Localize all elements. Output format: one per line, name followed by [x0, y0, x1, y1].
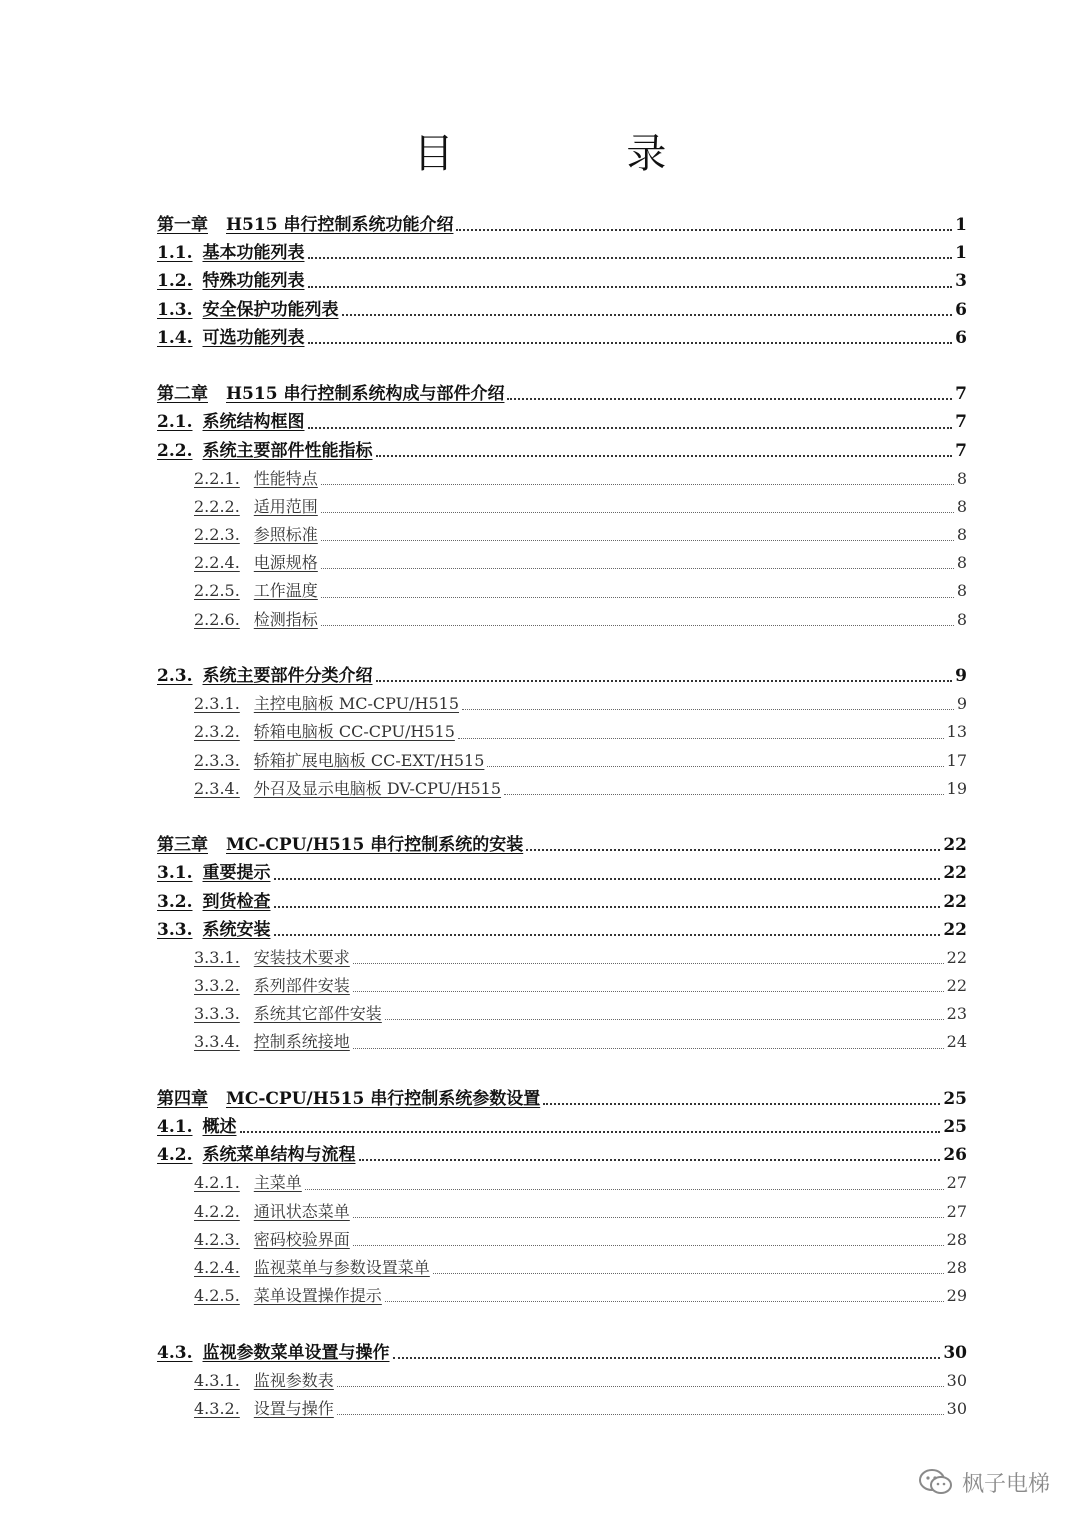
- toc-entry-page-number: 7: [955, 412, 967, 433]
- toc-entry-title: 菜单设置操作提示: [253, 1286, 382, 1306]
- toc-entry-page-number: 24: [946, 1032, 967, 1052]
- toc-entry-number: 2.2.5.: [194, 581, 240, 601]
- toc-entry-page-number: 30: [946, 1370, 967, 1390]
- toc-entry-title: 系统安装: [202, 919, 271, 940]
- toc-entry-number: 1.3.: [157, 299, 193, 320]
- toc-entry-link[interactable]: [194, 718, 455, 746]
- toc-entry-link[interactable]: [157, 239, 305, 267]
- toc-entry-title: 系统主要部件分类介绍: [202, 666, 373, 686]
- toc-entry-number: 4.2.2.: [194, 1201, 240, 1221]
- toc-entry-page-number: 19: [946, 778, 967, 798]
- toc-entry[interactable]: [157, 549, 967, 577]
- dot-leader: [337, 1413, 944, 1415]
- toc-entry[interactable]: [157, 944, 967, 972]
- toc-entry-link[interactable]: [194, 1000, 382, 1028]
- dot-leader: [321, 539, 954, 541]
- toc-entry[interactable]: [157, 1085, 967, 1113]
- dot-leader: [353, 990, 944, 992]
- dot-leader: [240, 1130, 941, 1133]
- toc-entry-title: MC-CPU/H515 串行控制系统参数设置: [226, 1088, 541, 1109]
- toc-entry-title: 安全保护功能列表: [202, 299, 339, 320]
- dot-leader: [504, 793, 944, 795]
- toc-entry-page-number: 22: [946, 976, 967, 996]
- toc-entry[interactable]: [157, 1395, 967, 1423]
- toc-entry-number: 2.3.2.: [194, 722, 240, 742]
- dot-leader: [393, 1356, 941, 1359]
- toc-entry-title: H515 串行控制系统构成与部件介绍: [226, 384, 505, 405]
- page-title: 目 录: [413, 131, 747, 177]
- toc-entry-link[interactable]: [157, 408, 305, 436]
- toc-entry-page-number: 30: [943, 1342, 967, 1363]
- toc-entry[interactable]: [157, 521, 967, 549]
- toc-entry-title: 设置与操作: [253, 1398, 334, 1418]
- toc-entry-link[interactable]: [157, 380, 504, 408]
- toc-entry-title: 概述: [202, 1117, 237, 1137]
- toc-entry-title: 监视菜单与参数设置菜单: [253, 1257, 430, 1277]
- toc-entry-link[interactable]: [157, 1113, 237, 1141]
- toc-entry-number: 2.2.3.: [194, 525, 240, 545]
- toc-entry-link[interactable]: [157, 1339, 390, 1367]
- toc-entry-number: 2.2.2.: [194, 496, 240, 516]
- toc-entry-title: 参照标准: [253, 525, 318, 545]
- toc-entry-title: 检测指标: [253, 609, 318, 629]
- toc-entry-number: 3.2.: [157, 891, 193, 912]
- toc-entry-page-number: 22: [943, 863, 967, 884]
- toc-entry-link[interactable]: [194, 972, 350, 1000]
- toc-entry-title: 监视参数表: [253, 1370, 334, 1390]
- toc-entry[interactable]: [157, 1367, 967, 1395]
- dot-leader: [321, 511, 954, 513]
- dot-leader: [376, 679, 953, 682]
- toc-entry-number: 4.3.2.: [194, 1398, 240, 1418]
- dot-leader: [308, 256, 953, 259]
- table-of-contents: [157, 211, 967, 1423]
- toc-entry[interactable]: [157, 1028, 967, 1056]
- toc-entry[interactable]: [157, 267, 967, 295]
- toc-entry-page-number: 17: [946, 750, 967, 770]
- toc-entry-number: 2.3.3.: [194, 750, 240, 770]
- dot-leader: [308, 426, 953, 429]
- toc-entry-page-number: 22: [946, 947, 967, 967]
- dot-leader: [308, 341, 953, 344]
- toc-entry[interactable]: [157, 1254, 967, 1282]
- toc-entry-link[interactable]: [157, 662, 373, 690]
- toc-entry-number: 2.3.4.: [194, 778, 240, 798]
- toc-entry-link[interactable]: [157, 916, 271, 944]
- toc-entry-number: 2.3.1.: [194, 694, 240, 714]
- toc-entry-title: 可选功能列表: [202, 327, 305, 348]
- toc-entry-title: 密码校验界面: [253, 1229, 350, 1249]
- toc-entry-number: 第一章: [157, 215, 208, 235]
- toc-entry-page-number: 28: [946, 1257, 967, 1277]
- toc-entry-page-number: 8: [956, 525, 967, 545]
- toc-entry-page-number: 6: [955, 327, 967, 348]
- toc-entry-page-number: 23: [946, 1004, 967, 1024]
- toc-entry-title: H515 串行控制系统功能介绍: [226, 215, 454, 235]
- toc-entry-title: 基本功能列表: [202, 243, 305, 264]
- toc-entry-number: 2.1.: [157, 412, 193, 433]
- toc-entry-title: 重要提示: [202, 863, 271, 884]
- toc-entry-title: 轿箱扩展电脑板 CC-EXT/H515: [253, 750, 485, 770]
- toc-entry[interactable]: [157, 690, 967, 718]
- toc-entry-link[interactable]: [194, 690, 459, 718]
- toc-entry-link[interactable]: [194, 1367, 334, 1395]
- toc-entry[interactable]: [157, 916, 967, 944]
- toc-entry-number: 3.1.: [157, 863, 193, 884]
- toc-entry-page-number: 7: [955, 440, 967, 461]
- dot-leader: [321, 483, 954, 485]
- dot-leader: [433, 1272, 944, 1274]
- toc-entry-number: 2.3.: [157, 666, 193, 686]
- toc-entry-number: 3.3.2.: [194, 976, 240, 996]
- toc-entry-number: 4.2.1.: [194, 1173, 240, 1193]
- toc-entry-link[interactable]: [157, 859, 271, 887]
- toc-entry[interactable]: [157, 324, 967, 352]
- toc-entry-link[interactable]: [157, 267, 305, 295]
- toc-entry-title: 控制系统接地: [253, 1032, 350, 1052]
- toc-entry-number: 3.3.1.: [194, 947, 240, 967]
- dot-leader: [487, 765, 943, 767]
- dot-leader: [321, 596, 954, 598]
- toc-entry-link[interactable]: [194, 577, 318, 605]
- toc-entry-page-number: 29: [946, 1286, 967, 1306]
- dot-leader: [342, 313, 953, 316]
- toc-entry[interactable]: [157, 1282, 967, 1310]
- toc-entry-page-number: 27: [946, 1173, 967, 1193]
- watermark-text: 枫子电梯: [961, 1471, 1050, 1497]
- toc-entry-link[interactable]: [194, 1254, 430, 1282]
- toc-entry-page-number: 28: [946, 1229, 967, 1249]
- toc-entry[interactable]: [157, 831, 967, 859]
- wechat-icon: [918, 1468, 954, 1496]
- toc-entry-number: 4.2.4.: [194, 1257, 240, 1277]
- toc-entry-number: 3.3.4.: [194, 1032, 240, 1052]
- toc-entry[interactable]: [157, 606, 967, 634]
- toc-entry-title: 系统其它部件安装: [253, 1004, 382, 1024]
- toc-entry-title: 工作温度: [253, 581, 318, 601]
- toc-entry-page-number: 25: [943, 1117, 967, 1137]
- toc-entry-page-number: 22: [943, 919, 967, 940]
- toc-entry-link[interactable]: [194, 549, 318, 577]
- toc-entry-link[interactable]: [194, 521, 318, 549]
- toc-entry-number: 4.2.5.: [194, 1286, 240, 1306]
- toc-entry[interactable]: [157, 380, 967, 408]
- toc-entry-page-number: 22: [943, 835, 967, 856]
- toc-entry-number: 4.3.: [157, 1342, 193, 1363]
- toc-entry[interactable]: [157, 1000, 967, 1028]
- toc-entry-number: 2.2.: [157, 440, 193, 461]
- dot-leader: [458, 737, 944, 739]
- toc-entry-title: MC-CPU/H515 串行控制系统的安装: [226, 835, 524, 856]
- toc-entry-number: 2.2.6.: [194, 609, 240, 629]
- toc-entry-number: 2.2.4.: [194, 553, 240, 573]
- toc-entry[interactable]: [157, 747, 967, 775]
- toc-entry-link[interactable]: [194, 1282, 382, 1310]
- toc-entry-page-number: 27: [946, 1201, 967, 1221]
- dot-leader: [321, 624, 954, 626]
- toc-entry-link[interactable]: [157, 211, 453, 239]
- dot-leader: [353, 962, 944, 964]
- toc-entry-number: 4.1.: [157, 1117, 193, 1137]
- toc-entry-number: 3.3.3.: [194, 1004, 240, 1024]
- toc-entry-title: 主控电脑板 MC-CPU/H515: [253, 694, 460, 714]
- toc-entry-number: 1.4.: [157, 327, 193, 348]
- toc-entry[interactable]: [157, 972, 967, 1000]
- toc-entry-title: 系统主要部件性能指标: [202, 440, 373, 461]
- toc-entry[interactable]: [157, 408, 967, 436]
- toc-entry[interactable]: [157, 239, 967, 267]
- toc-entry-page-number: 13: [946, 722, 967, 742]
- dot-leader: [507, 397, 952, 400]
- toc-entry-number: 4.3.1.: [194, 1370, 240, 1390]
- dot-leader: [337, 1385, 944, 1387]
- toc-entry-number: 第三章: [157, 835, 208, 856]
- dot-leader: [385, 1300, 944, 1302]
- toc-entry-page-number: 8: [956, 609, 967, 629]
- toc-entry-title: 到货检查: [202, 891, 271, 912]
- toc-entry-page-number: 6: [955, 299, 967, 320]
- dot-leader: [274, 905, 941, 908]
- toc-entry-link[interactable]: [194, 747, 484, 775]
- dot-leader: [385, 1018, 944, 1020]
- dot-leader: [321, 567, 954, 569]
- toc-entry-title: 系列部件安装: [253, 976, 350, 996]
- toc-entry[interactable]: [157, 1226, 967, 1254]
- toc-entry-title: 轿箱电脑板 CC-CPU/H515: [253, 722, 455, 742]
- dot-leader: [274, 933, 941, 936]
- dot-leader: [305, 1188, 944, 1190]
- toc-entry-page-number: 22: [943, 891, 967, 912]
- toc-entry-link[interactable]: [194, 775, 501, 803]
- dot-leader: [543, 1102, 940, 1105]
- toc-entry-title: 主菜单: [253, 1173, 302, 1193]
- toc-entry[interactable]: [157, 1169, 967, 1197]
- toc-entry-number: 第二章: [157, 384, 208, 405]
- toc-entry-page-number: 7: [955, 384, 967, 405]
- toc-entry-link[interactable]: [157, 1085, 540, 1113]
- toc-entry-title: 安装技术要求: [253, 947, 350, 967]
- toc-entry-page-number: 1: [955, 243, 967, 264]
- toc-entry-page-number: 3: [955, 271, 967, 292]
- dot-leader: [353, 1216, 944, 1218]
- toc-entry-link[interactable]: [194, 944, 350, 972]
- toc-entry-number: 4.2.: [157, 1145, 193, 1166]
- toc-entry-link[interactable]: [157, 831, 523, 859]
- toc-entry-title: 外召及显示电脑板 DV-CPU/H515: [253, 778, 502, 798]
- toc-entry-title: 特殊功能列表: [202, 271, 305, 292]
- toc-entry[interactable]: [157, 1198, 967, 1226]
- toc-entry-link[interactable]: [194, 1198, 350, 1226]
- toc-entry-number: 3.3.: [157, 919, 193, 940]
- toc-entry-page-number: 26: [943, 1145, 967, 1166]
- toc-entry-page-number: 1: [955, 215, 967, 235]
- toc-entry-link[interactable]: [194, 465, 318, 493]
- toc-entry-page-number: 8: [956, 496, 967, 516]
- toc-entry-page-number: 8: [956, 468, 967, 488]
- toc-entry[interactable]: [157, 211, 967, 239]
- toc-entry-page-number: 8: [956, 581, 967, 601]
- toc-entry[interactable]: [157, 577, 967, 605]
- toc-entry[interactable]: [157, 1141, 967, 1169]
- toc-entry-title: 通讯状态菜单: [253, 1201, 350, 1221]
- toc-entry-link[interactable]: [194, 493, 318, 521]
- dot-leader: [376, 454, 953, 457]
- toc-entry-page-number: 30: [946, 1398, 967, 1418]
- dot-leader: [462, 708, 954, 710]
- toc-entry-link[interactable]: [194, 1028, 350, 1056]
- toc-entry[interactable]: [157, 1339, 967, 1367]
- toc-entry-page-number: 25: [943, 1088, 967, 1109]
- toc-entry[interactable]: [157, 859, 967, 887]
- toc-entry[interactable]: [157, 718, 967, 746]
- toc-entry-number: 1.1.: [157, 243, 193, 264]
- toc-entry-title: 电源规格: [253, 553, 318, 573]
- toc-entry-link[interactable]: [194, 1395, 334, 1423]
- dot-leader: [456, 228, 952, 231]
- dot-leader: [353, 1244, 944, 1246]
- toc-entry-title: 系统菜单结构与流程: [202, 1145, 356, 1166]
- toc-entry-page-number: 9: [955, 666, 967, 686]
- toc-entry-title: 监视参数菜单设置与操作: [202, 1342, 390, 1363]
- dot-leader: [526, 848, 940, 851]
- toc-entry-link[interactable]: [194, 606, 318, 634]
- toc-entry-title: 适用范围: [253, 496, 318, 516]
- toc-entry[interactable]: [157, 465, 967, 493]
- toc-entry[interactable]: [157, 888, 967, 916]
- toc-entry-link[interactable]: [194, 1226, 350, 1254]
- toc-entry[interactable]: [157, 437, 967, 465]
- watermark: [918, 1462, 1050, 1502]
- toc-entry-number: 4.2.3.: [194, 1229, 240, 1249]
- toc-entry-number: 1.2.: [157, 271, 193, 292]
- toc-entry-link[interactable]: [194, 1169, 302, 1197]
- dot-leader: [359, 1158, 941, 1161]
- toc-entry-number: 第四章: [157, 1088, 208, 1109]
- toc-entry-title: 系统结构框图: [202, 412, 305, 433]
- toc-entry-page-number: 9: [956, 694, 967, 714]
- dot-leader: [353, 1047, 944, 1049]
- toc-entry-link[interactable]: [157, 888, 271, 916]
- toc-entry-number: 2.2.1.: [194, 468, 240, 488]
- toc-entry[interactable]: [157, 775, 967, 803]
- toc-entry-link[interactable]: [157, 296, 339, 324]
- dot-leader: [274, 877, 941, 880]
- toc-entry-link[interactable]: [157, 1141, 356, 1169]
- toc-entry-link[interactable]: [157, 437, 373, 465]
- toc-entry[interactable]: [157, 296, 967, 324]
- toc-entry-link[interactable]: [157, 324, 305, 352]
- toc-entry[interactable]: [157, 1113, 967, 1141]
- toc-entry[interactable]: [157, 662, 967, 690]
- toc-entry-page-number: 8: [956, 553, 967, 573]
- toc-entry-title: 性能特点: [253, 468, 318, 488]
- dot-leader: [308, 285, 953, 288]
- toc-entry[interactable]: [157, 493, 967, 521]
